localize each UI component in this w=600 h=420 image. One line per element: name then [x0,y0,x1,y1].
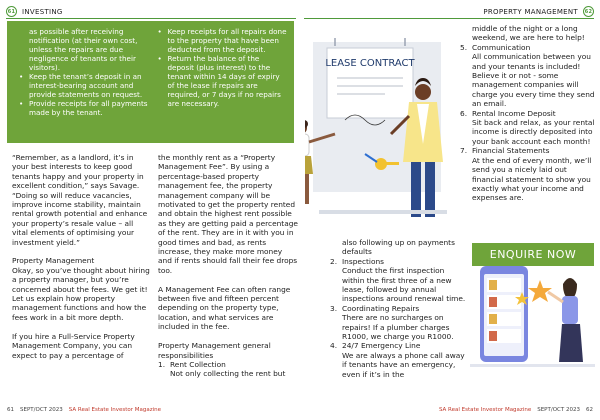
left-header-rule [6,18,296,19]
list-title: Communication [472,42,531,52]
article-column-4 [460,24,595,203]
greenbox-bullet: • Provide receipts for all payments made by the tenant. [19,99,150,117]
landlord-duties-box [7,21,294,143]
article-column-1 [12,153,150,369]
list-number: 5. [460,42,468,52]
list-title: 24/7 Emergency Line [342,341,421,351]
responsibilities-heading: Property Management general responsibilities [158,341,271,360]
right-issue-date: SEPT/OCT 2023 [537,407,580,413]
right-header-badge [583,6,594,17]
enquire-now-button[interactable]: ENQUIRE NOW [472,243,594,266]
left-header [6,6,63,17]
left-section-title: INVESTING [22,7,63,16]
list-body-continued: also following up on payments defaults [342,238,455,257]
greenbox-column-1 [19,27,150,139]
greenbox-bullet: • Keep the tenant’s deposit in an interest-bearing account and provide statements on request. [19,72,150,99]
list-title: Rental Income Deposit [472,108,556,118]
woman-figure [548,278,583,362]
list-body: Not only collecting the rent but [170,369,286,379]
savage-quote-paragraph: “Remember, as a landlord, it’s in your best interests to keep good tenants happy and your property in excellent condition,” says Savage. “Doing so will reduce vacancies, improve income stability, maintain rental growth potential and enhance your property’s resale value – all vital elements of optimising your investment yield.” [12,153,148,247]
list-item [460,109,595,118]
lease-contract-sign-text: LEASE CONTRACT [325,58,415,69]
section-heading: Property Management [12,256,95,266]
list-number: 7. [460,146,468,156]
article-column-2 [158,153,298,379]
star-icon [528,280,552,302]
right-footer [439,407,593,413]
list-body: Sit back and relax, as your rental income is directly deposited into your bank account each month! [472,118,595,146]
fees-paragraph: Okay, so you’ve thought about hiring a property manager, but you’re concerned about the fees. We get it! Let us explain how property management functions and how the fees work in a bit more depth. [12,265,150,322]
article-column-3 [330,238,468,379]
list-number: 4. [330,341,338,351]
list-body: At the end of every month, we’ll send you a nicely laid out financial statement to show you exactly what your income and expenses are. [472,155,592,203]
list-title: Coordinating Repairs [342,303,420,313]
right-magazine-name: SA Real Estate Investor Magazine [438,407,532,413]
list-number: 2. [330,256,338,266]
phone-listings-illustration [470,262,595,372]
right-header-rule [304,18,594,19]
list-number: 1. [158,359,166,369]
list-item [460,43,595,52]
list-number: 3. [330,303,338,313]
full-service-paragraph: If you hire a Full-Service Property Management Company, you can expect to pay a percentage of [12,331,135,360]
left-magazine-name: SA Real Estate Investor Magazine [68,407,162,413]
right-badge-number: 62 [584,8,593,15]
list-item [460,146,595,155]
fee-range-paragraph: A Management Fee can often range between five and fifteen percent depending on the property type, location, and what services are included in the fee. [158,284,291,332]
list-body-continued: middle of the night or a long weekend, we are here to help! [472,24,585,43]
lease-contract-illustration [305,24,455,234]
list-title: Financial Statements [472,146,550,156]
list-body: There are no surcharges on repairs! If a plumber charges R1000, we charge you R1000. [342,313,454,342]
list-body: All communication between you and your tenants is included! Believe it or not - some management companies will charge you every time they send an email. [472,52,595,109]
list-item [330,257,468,266]
greenbox-bullet: • Keep receipts for all repairs done to the property that have been deducted from the deposit. [158,27,289,54]
list-title: Rent Collection [170,359,226,369]
list-body: We are always a phone call away if tenants have an emergency, even if it’s in the [342,350,465,379]
list-item [330,341,468,350]
list-number: 6. [460,108,468,118]
right-page-number: 62 [586,407,593,413]
list-body: Conduct the first inspection within the first three of a new lease, followed by annual inspections around renewal time. [342,266,466,304]
right-section-title: PROPERTY MANAGEMENT [483,7,578,16]
percentage-fee-paragraph: the monthly rent as a “Property Management Fee”. By using a percentage-based property management fee, the property management company will be motivated to get the property rented and obtain the highest rent possible as they are getting paid a percentage of the rent. They are in it with you in good times and bad, as rents increase, they make more money and if rents should fall their fee drops too. [158,153,298,275]
greenbox-intro: as possible after receiving notification (at their own cost, unless the repairs are due negligence of tenants or their visitors). [29,27,138,72]
right-header [483,6,594,17]
left-issue-date: SEPT/OCT 2023 [20,407,63,413]
greenbox-bullet: • Return the balance of the deposit (plus interest) to the tenant within 14 days of expiry of the lease if repairs are required, or 7 days if no repairs are necessary. [158,54,289,108]
left-header-badge [6,6,17,17]
left-footer [7,407,161,413]
left-badge-number: 61 [7,8,16,15]
greenbox-column-2 [158,27,289,139]
left-page-number: 61 [7,407,14,413]
list-item [330,304,468,313]
list-item [158,360,298,369]
list-title: Inspections [342,256,385,266]
